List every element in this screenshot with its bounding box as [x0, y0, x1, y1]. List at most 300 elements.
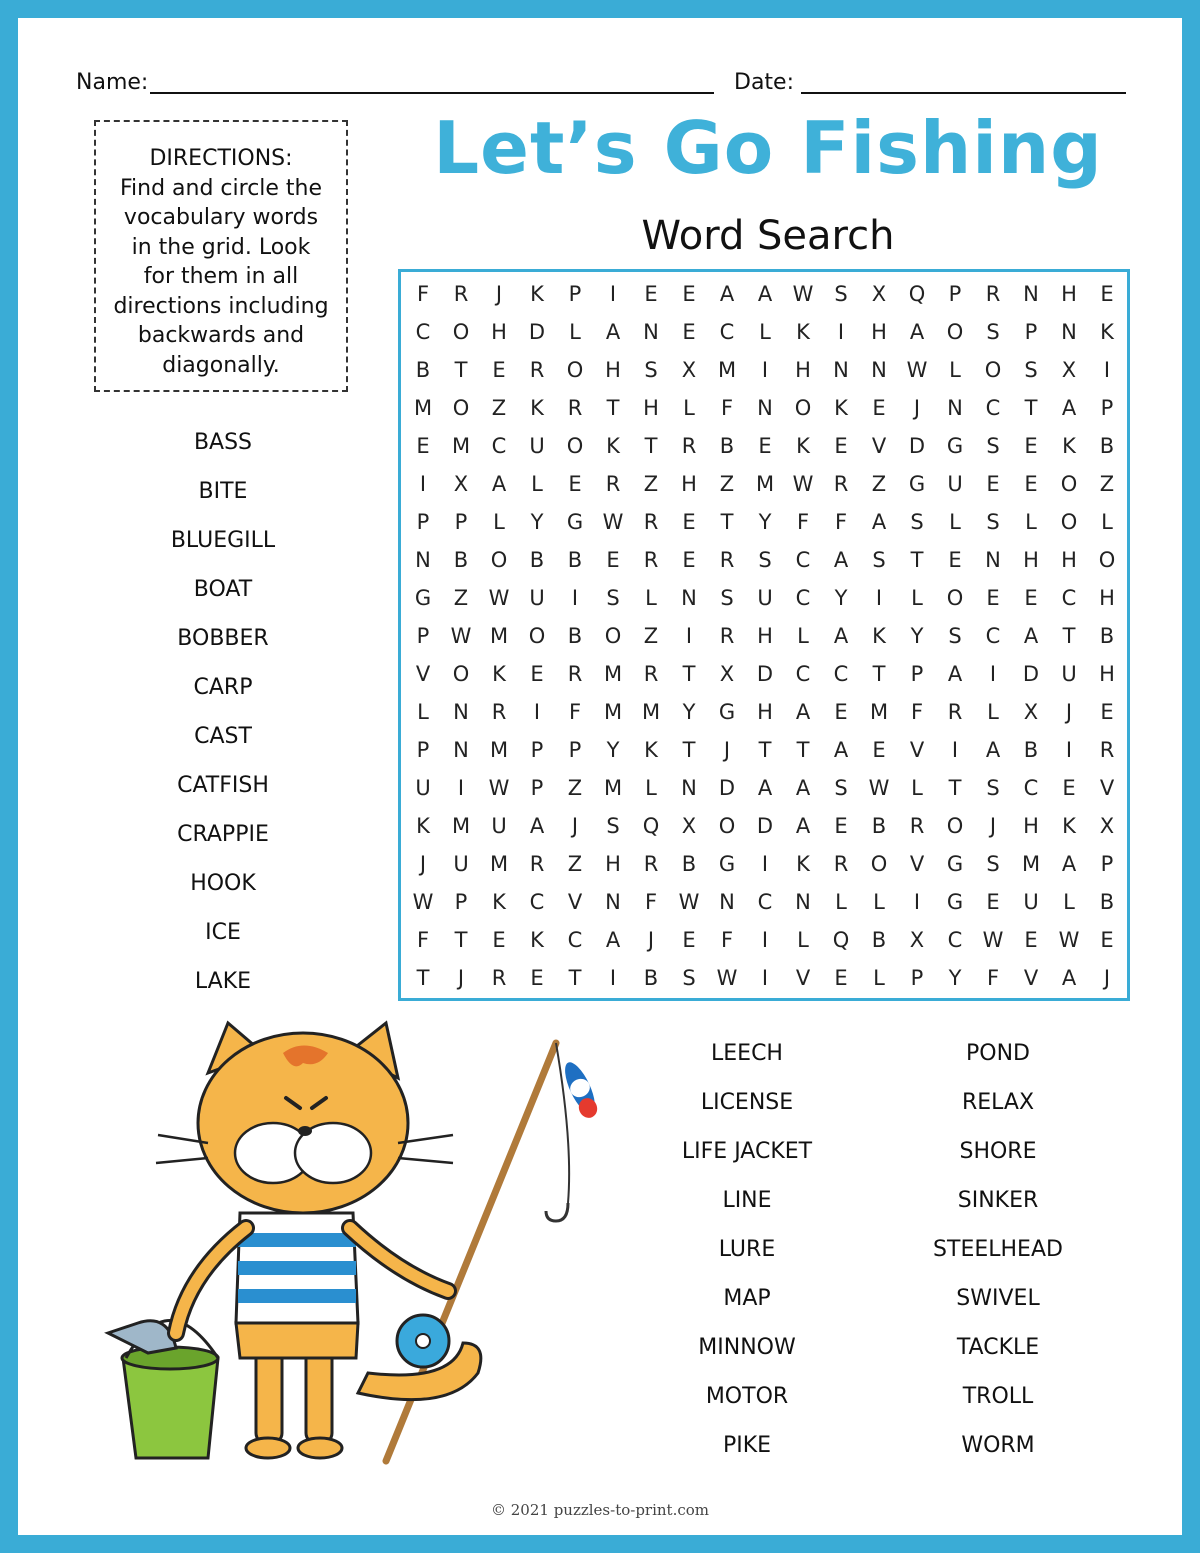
- grid-cell[interactable]: K: [796, 320, 810, 344]
- grid-cell[interactable]: W: [678, 890, 700, 914]
- grid-cell[interactable]: P: [530, 776, 544, 800]
- grid-cell[interactable]: P: [1024, 320, 1038, 344]
- grid-cell[interactable]: J: [1065, 700, 1073, 724]
- grid-cell[interactable]: L: [1101, 510, 1113, 534]
- grid-cell[interactable]: R: [947, 700, 963, 724]
- grid-cell[interactable]: Y: [530, 510, 544, 534]
- grid-cell[interactable]: V: [1023, 966, 1039, 990]
- grid-cell[interactable]: W: [412, 890, 434, 914]
- grid-cell[interactable]: T: [568, 966, 582, 990]
- grid-cell[interactable]: H: [757, 624, 773, 648]
- grid-cell[interactable]: J: [1103, 966, 1111, 990]
- grid-cell[interactable]: G: [946, 852, 964, 876]
- grid-cell[interactable]: P: [416, 624, 430, 648]
- grid-cell[interactable]: E: [834, 434, 848, 458]
- grid-cell[interactable]: A: [719, 282, 735, 306]
- grid-cell[interactable]: H: [491, 320, 507, 344]
- grid-cell[interactable]: O: [1098, 548, 1116, 572]
- grid-cell[interactable]: V: [909, 852, 925, 876]
- grid-cell[interactable]: Z: [643, 472, 659, 496]
- grid-cell[interactable]: E: [1024, 472, 1038, 496]
- grid-cell[interactable]: K: [416, 814, 430, 838]
- grid-cell[interactable]: E: [834, 966, 848, 990]
- grid-cell[interactable]: Y: [758, 510, 772, 534]
- grid-cell[interactable]: R: [833, 852, 849, 876]
- grid-cell[interactable]: M: [451, 814, 471, 838]
- grid-cell[interactable]: A: [1061, 396, 1077, 420]
- grid-cell[interactable]: T: [416, 966, 430, 990]
- grid-cell[interactable]: R: [833, 472, 849, 496]
- grid-cell[interactable]: T: [454, 358, 468, 382]
- grid-cell[interactable]: N: [415, 548, 431, 572]
- grid-cell[interactable]: E: [872, 396, 886, 420]
- grid-cell[interactable]: M: [603, 700, 623, 724]
- grid-cell[interactable]: R: [643, 852, 659, 876]
- grid-cell[interactable]: O: [946, 814, 964, 838]
- grid-cell[interactable]: O: [870, 852, 888, 876]
- grid-cell[interactable]: A: [833, 738, 849, 762]
- grid-cell[interactable]: K: [834, 396, 848, 420]
- grid-cell[interactable]: Z: [1099, 472, 1115, 496]
- grid-cell[interactable]: G: [718, 852, 736, 876]
- grid-cell[interactable]: I: [1103, 358, 1111, 382]
- grid-cell[interactable]: Z: [567, 776, 583, 800]
- grid-cell[interactable]: D: [908, 434, 926, 458]
- grid-cell[interactable]: E: [1100, 928, 1114, 952]
- grid-cell[interactable]: J: [495, 282, 503, 306]
- grid-cell[interactable]: Z: [453, 586, 469, 610]
- grid-cell[interactable]: H: [681, 472, 697, 496]
- grid-cell[interactable]: F: [910, 700, 924, 724]
- grid-cell[interactable]: S: [834, 282, 848, 306]
- grid-cell[interactable]: O: [452, 320, 470, 344]
- grid-cell[interactable]: F: [644, 890, 658, 914]
- grid-cell[interactable]: K: [492, 890, 506, 914]
- grid-cell[interactable]: M: [1021, 852, 1041, 876]
- grid-cell[interactable]: R: [643, 548, 659, 572]
- grid-cell[interactable]: M: [451, 434, 471, 458]
- grid-cell[interactable]: N: [681, 776, 697, 800]
- grid-cell[interactable]: M: [603, 776, 623, 800]
- grid-cell[interactable]: L: [797, 928, 809, 952]
- grid-cell[interactable]: R: [985, 282, 1001, 306]
- grid-cell[interactable]: A: [757, 776, 773, 800]
- grid-cell[interactable]: X: [681, 814, 697, 838]
- grid-cell[interactable]: D: [1022, 662, 1040, 686]
- grid-cell[interactable]: X: [871, 282, 887, 306]
- grid-cell[interactable]: R: [909, 814, 925, 838]
- grid-cell[interactable]: I: [989, 662, 997, 686]
- grid-cell[interactable]: S: [986, 320, 1000, 344]
- grid-cell[interactable]: P: [530, 738, 544, 762]
- grid-cell[interactable]: W: [602, 510, 624, 534]
- grid-cell[interactable]: E: [834, 700, 848, 724]
- grid-cell[interactable]: L: [911, 586, 923, 610]
- grid-cell[interactable]: A: [947, 662, 963, 686]
- grid-cell[interactable]: F: [986, 966, 1000, 990]
- grid-cell[interactable]: X: [1061, 358, 1077, 382]
- grid-cell[interactable]: J: [913, 396, 921, 420]
- grid-cell[interactable]: S: [948, 624, 962, 648]
- grid-cell[interactable]: L: [949, 510, 961, 534]
- grid-cell[interactable]: T: [682, 662, 696, 686]
- grid-cell[interactable]: F: [720, 928, 734, 952]
- grid-cell[interactable]: T: [1024, 396, 1038, 420]
- grid-cell[interactable]: W: [982, 928, 1004, 952]
- grid-cell[interactable]: I: [951, 738, 959, 762]
- grid-cell[interactable]: X: [719, 662, 735, 686]
- grid-cell[interactable]: X: [1023, 700, 1039, 724]
- grid-cell[interactable]: P: [910, 662, 924, 686]
- grid-cell[interactable]: A: [491, 472, 507, 496]
- grid-cell[interactable]: K: [796, 434, 810, 458]
- grid-cell[interactable]: U: [947, 472, 963, 496]
- grid-cell[interactable]: I: [609, 966, 617, 990]
- grid-cell[interactable]: B: [681, 852, 697, 876]
- grid-cell[interactable]: N: [719, 890, 735, 914]
- grid-cell[interactable]: N: [453, 700, 469, 724]
- grid-cell[interactable]: X: [1099, 814, 1115, 838]
- grid-cell[interactable]: S: [834, 776, 848, 800]
- grid-cell[interactable]: T: [796, 738, 810, 762]
- grid-cell[interactable]: E: [530, 662, 544, 686]
- grid-cell[interactable]: A: [1023, 624, 1039, 648]
- grid-cell[interactable]: C: [757, 890, 773, 914]
- grid-cell[interactable]: S: [606, 586, 620, 610]
- grid-cell[interactable]: M: [755, 472, 775, 496]
- grid-cell[interactable]: R: [529, 358, 545, 382]
- grid-cell[interactable]: M: [489, 852, 509, 876]
- grid-cell[interactable]: N: [1023, 282, 1039, 306]
- grid-cell[interactable]: E: [834, 814, 848, 838]
- grid-cell[interactable]: E: [758, 434, 772, 458]
- grid-cell[interactable]: Z: [567, 852, 583, 876]
- grid-cell[interactable]: J: [647, 928, 655, 952]
- grid-cell[interactable]: I: [571, 586, 579, 610]
- grid-cell[interactable]: Q: [832, 928, 850, 952]
- grid-cell[interactable]: E: [1024, 434, 1038, 458]
- grid-cell[interactable]: D: [756, 662, 774, 686]
- grid-cell[interactable]: K: [1062, 434, 1076, 458]
- grid-cell[interactable]: W: [488, 586, 510, 610]
- grid-cell[interactable]: W: [716, 966, 738, 990]
- grid-cell[interactable]: I: [609, 282, 617, 306]
- grid-cell[interactable]: F: [720, 396, 734, 420]
- grid-cell[interactable]: R: [529, 852, 545, 876]
- grid-cell[interactable]: T: [682, 738, 696, 762]
- grid-cell[interactable]: U: [453, 852, 469, 876]
- grid-cell[interactable]: N: [871, 358, 887, 382]
- grid-cell[interactable]: H: [1099, 586, 1115, 610]
- grid-cell[interactable]: X: [681, 358, 697, 382]
- grid-cell[interactable]: C: [567, 928, 583, 952]
- letter-grid[interactable]: [398, 269, 1130, 1001]
- grid-cell[interactable]: N: [833, 358, 849, 382]
- grid-cell[interactable]: N: [795, 890, 811, 914]
- grid-cell[interactable]: H: [871, 320, 887, 344]
- grid-cell[interactable]: O: [566, 434, 584, 458]
- grid-cell[interactable]: R: [567, 662, 583, 686]
- grid-cell[interactable]: P: [416, 510, 430, 534]
- grid-cell[interactable]: I: [761, 928, 769, 952]
- grid-cell[interactable]: I: [1065, 738, 1073, 762]
- grid-cell[interactable]: A: [605, 320, 621, 344]
- grid-cell[interactable]: T: [644, 434, 658, 458]
- grid-cell[interactable]: D: [528, 320, 546, 344]
- grid-cell[interactable]: E: [682, 510, 696, 534]
- grid-cell[interactable]: E: [1024, 928, 1038, 952]
- grid-cell[interactable]: C: [1023, 776, 1039, 800]
- grid-cell[interactable]: H: [757, 700, 773, 724]
- grid-cell[interactable]: F: [416, 928, 430, 952]
- grid-cell[interactable]: L: [1063, 890, 1075, 914]
- grid-cell[interactable]: E: [492, 928, 506, 952]
- grid-cell[interactable]: V: [1099, 776, 1115, 800]
- grid-cell[interactable]: Z: [643, 624, 659, 648]
- grid-cell[interactable]: B: [567, 548, 583, 572]
- grid-cell[interactable]: E: [986, 890, 1000, 914]
- grid-cell[interactable]: E: [986, 472, 1000, 496]
- grid-cell[interactable]: G: [946, 890, 964, 914]
- grid-cell[interactable]: O: [946, 320, 964, 344]
- grid-cell[interactable]: W: [792, 282, 814, 306]
- grid-cell[interactable]: R: [1099, 738, 1115, 762]
- grid-cell[interactable]: Z: [719, 472, 735, 496]
- grid-cell[interactable]: W: [1058, 928, 1080, 952]
- grid-cell[interactable]: M: [489, 738, 509, 762]
- grid-cell[interactable]: O: [794, 396, 812, 420]
- grid-cell[interactable]: A: [833, 548, 849, 572]
- grid-cell[interactable]: K: [530, 282, 544, 306]
- grid-cell[interactable]: R: [719, 548, 735, 572]
- grid-cell[interactable]: E: [644, 282, 658, 306]
- grid-cell[interactable]: V: [795, 966, 811, 990]
- grid-cell[interactable]: C: [985, 396, 1001, 420]
- grid-cell[interactable]: L: [683, 396, 695, 420]
- grid-cell[interactable]: F: [834, 510, 848, 534]
- grid-cell[interactable]: A: [529, 814, 545, 838]
- grid-cell[interactable]: L: [797, 624, 809, 648]
- grid-cell[interactable]: S: [986, 776, 1000, 800]
- grid-cell[interactable]: S: [758, 548, 772, 572]
- grid-cell[interactable]: N: [757, 396, 773, 420]
- grid-cell[interactable]: I: [533, 700, 541, 724]
- grid-cell[interactable]: E: [530, 966, 544, 990]
- grid-cell[interactable]: L: [949, 358, 961, 382]
- grid-cell[interactable]: B: [453, 548, 469, 572]
- grid-cell[interactable]: R: [643, 510, 659, 534]
- grid-cell[interactable]: L: [645, 776, 657, 800]
- grid-cell[interactable]: L: [873, 890, 885, 914]
- grid-cell[interactable]: B: [529, 548, 545, 572]
- grid-cell[interactable]: L: [873, 966, 885, 990]
- grid-cell[interactable]: L: [987, 700, 999, 724]
- grid-cell[interactable]: G: [718, 700, 736, 724]
- grid-cell[interactable]: H: [1023, 814, 1039, 838]
- grid-cell[interactable]: Y: [948, 966, 962, 990]
- grid-cell[interactable]: B: [1099, 434, 1115, 458]
- grid-cell[interactable]: E: [682, 928, 696, 952]
- grid-cell[interactable]: C: [795, 548, 811, 572]
- grid-cell[interactable]: J: [457, 966, 465, 990]
- grid-cell[interactable]: S: [910, 510, 924, 534]
- grid-cell[interactable]: K: [530, 928, 544, 952]
- grid-cell[interactable]: O: [984, 358, 1002, 382]
- grid-cell[interactable]: S: [872, 548, 886, 572]
- grid-cell[interactable]: C: [947, 928, 963, 952]
- grid-cell[interactable]: B: [1099, 890, 1115, 914]
- grid-cell[interactable]: Y: [834, 586, 848, 610]
- grid-cell[interactable]: A: [871, 510, 887, 534]
- grid-cell[interactable]: B: [643, 966, 659, 990]
- grid-cell[interactable]: P: [948, 282, 962, 306]
- grid-cell[interactable]: L: [645, 586, 657, 610]
- grid-cell[interactable]: E: [1062, 776, 1076, 800]
- grid-cell[interactable]: O: [452, 396, 470, 420]
- grid-cell[interactable]: E: [682, 548, 696, 572]
- grid-cell[interactable]: T: [872, 662, 886, 686]
- grid-cell[interactable]: K: [1062, 814, 1076, 838]
- grid-cell[interactable]: H: [1061, 548, 1077, 572]
- grid-cell[interactable]: W: [792, 472, 814, 496]
- grid-cell[interactable]: M: [641, 700, 661, 724]
- grid-cell[interactable]: I: [913, 890, 921, 914]
- grid-cell[interactable]: U: [491, 814, 507, 838]
- grid-cell[interactable]: L: [835, 890, 847, 914]
- grid-cell[interactable]: Q: [642, 814, 660, 838]
- grid-cell[interactable]: C: [985, 624, 1001, 648]
- grid-cell[interactable]: B: [415, 358, 431, 382]
- grid-cell[interactable]: M: [869, 700, 889, 724]
- grid-cell[interactable]: E: [1024, 586, 1038, 610]
- grid-cell[interactable]: O: [946, 586, 964, 610]
- grid-cell[interactable]: H: [1099, 662, 1115, 686]
- grid-cell[interactable]: T: [1062, 624, 1076, 648]
- grid-cell[interactable]: K: [530, 396, 544, 420]
- grid-cell[interactable]: K: [872, 624, 886, 648]
- grid-cell[interactable]: W: [906, 358, 928, 382]
- grid-cell[interactable]: S: [720, 586, 734, 610]
- grid-cell[interactable]: H: [643, 396, 659, 420]
- name-field-line[interactable]: [150, 92, 714, 94]
- grid-cell[interactable]: G: [414, 586, 432, 610]
- grid-cell[interactable]: E: [416, 434, 430, 458]
- grid-cell[interactable]: P: [568, 738, 582, 762]
- grid-cell[interactable]: E: [872, 738, 886, 762]
- grid-cell[interactable]: R: [605, 472, 621, 496]
- grid-cell[interactable]: P: [910, 966, 924, 990]
- grid-cell[interactable]: Y: [606, 738, 620, 762]
- grid-cell[interactable]: K: [796, 852, 810, 876]
- grid-cell[interactable]: X: [453, 472, 469, 496]
- grid-cell[interactable]: U: [529, 586, 545, 610]
- grid-cell[interactable]: E: [1100, 700, 1114, 724]
- grid-cell[interactable]: L: [417, 700, 429, 724]
- grid-cell[interactable]: T: [758, 738, 772, 762]
- grid-cell[interactable]: O: [604, 624, 622, 648]
- grid-cell[interactable]: S: [986, 510, 1000, 534]
- grid-cell[interactable]: O: [528, 624, 546, 648]
- grid-cell[interactable]: C: [415, 320, 431, 344]
- grid-cell[interactable]: S: [986, 434, 1000, 458]
- grid-cell[interactable]: C: [719, 320, 735, 344]
- grid-cell[interactable]: J: [989, 814, 997, 838]
- grid-cell[interactable]: R: [681, 434, 697, 458]
- grid-cell[interactable]: C: [795, 662, 811, 686]
- grid-cell[interactable]: E: [606, 548, 620, 572]
- grid-cell[interactable]: F: [796, 510, 810, 534]
- grid-cell[interactable]: E: [948, 548, 962, 572]
- grid-cell[interactable]: D: [718, 776, 736, 800]
- grid-cell[interactable]: N: [453, 738, 469, 762]
- grid-cell[interactable]: S: [1024, 358, 1038, 382]
- grid-cell[interactable]: U: [757, 586, 773, 610]
- grid-cell[interactable]: T: [606, 396, 620, 420]
- grid-cell[interactable]: S: [644, 358, 658, 382]
- grid-cell[interactable]: R: [567, 396, 583, 420]
- grid-cell[interactable]: O: [566, 358, 584, 382]
- grid-cell[interactable]: B: [567, 624, 583, 648]
- grid-cell[interactable]: I: [761, 852, 769, 876]
- grid-cell[interactable]: E: [568, 472, 582, 496]
- grid-cell[interactable]: R: [643, 662, 659, 686]
- grid-cell[interactable]: I: [875, 586, 883, 610]
- grid-cell[interactable]: N: [605, 890, 621, 914]
- grid-cell[interactable]: N: [947, 396, 963, 420]
- grid-cell[interactable]: T: [454, 928, 468, 952]
- grid-cell[interactable]: A: [1061, 852, 1077, 876]
- grid-cell[interactable]: F: [416, 282, 430, 306]
- grid-cell[interactable]: W: [488, 776, 510, 800]
- grid-cell[interactable]: A: [985, 738, 1001, 762]
- grid-cell[interactable]: P: [416, 738, 430, 762]
- grid-cell[interactable]: S: [682, 966, 696, 990]
- grid-cell[interactable]: C: [833, 662, 849, 686]
- grid-cell[interactable]: W: [868, 776, 890, 800]
- grid-cell[interactable]: A: [795, 776, 811, 800]
- grid-cell[interactable]: H: [1023, 548, 1039, 572]
- grid-cell[interactable]: V: [871, 434, 887, 458]
- grid-cell[interactable]: C: [795, 586, 811, 610]
- grid-cell[interactable]: N: [1061, 320, 1077, 344]
- grid-cell[interactable]: B: [719, 434, 735, 458]
- grid-cell[interactable]: H: [795, 358, 811, 382]
- grid-cell[interactable]: U: [1061, 662, 1077, 686]
- grid-cell[interactable]: K: [606, 434, 620, 458]
- grid-cell[interactable]: O: [490, 548, 508, 572]
- grid-cell[interactable]: L: [1025, 510, 1037, 534]
- grid-cell[interactable]: U: [1023, 890, 1039, 914]
- grid-cell[interactable]: E: [682, 282, 696, 306]
- grid-cell[interactable]: S: [986, 852, 1000, 876]
- grid-cell[interactable]: T: [720, 510, 734, 534]
- grid-cell[interactable]: L: [759, 320, 771, 344]
- grid-cell[interactable]: R: [453, 282, 469, 306]
- grid-cell[interactable]: N: [643, 320, 659, 344]
- grid-cell[interactable]: K: [1100, 320, 1114, 344]
- grid-cell[interactable]: P: [1100, 396, 1114, 420]
- grid-cell[interactable]: H: [605, 358, 621, 382]
- grid-cell[interactable]: Q: [908, 282, 926, 306]
- grid-cell[interactable]: A: [795, 700, 811, 724]
- grid-cell[interactable]: N: [681, 586, 697, 610]
- grid-cell[interactable]: E: [492, 358, 506, 382]
- grid-cell[interactable]: I: [685, 624, 693, 648]
- grid-cell[interactable]: A: [909, 320, 925, 344]
- grid-cell[interactable]: A: [757, 282, 773, 306]
- grid-cell[interactable]: V: [909, 738, 925, 762]
- grid-cell[interactable]: L: [569, 320, 581, 344]
